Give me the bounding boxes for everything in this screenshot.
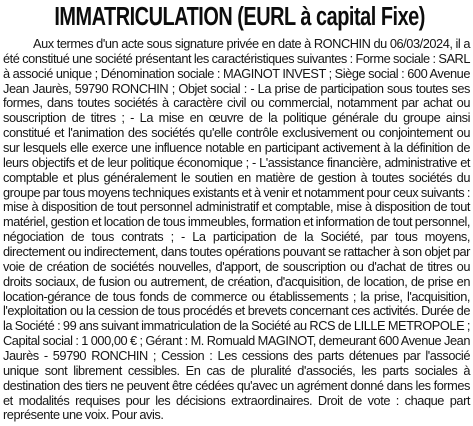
- notice-body: Aux termes d'un acte sous signature privée en date à RONCHIN du 06/03/2024, il a été constitué une société présentant les caractéristiques suivantes : Forme sociale : SARL à associé unique ; Dénomination sociale : MAGINOT INVEST ; Siège social : 600 Avenue Jean Jaurès, 59790 RONCHIN ; Objet social : - La prise de participation sous toutes ses formes, dans toutes sociétés à caractère civil ou commercial, notamment par achat ou souscription de titres ; - La mise en œuvre de la politique générale du groupe ainsi constitué et l'animation des sociétés qu'elle contrôle exclusivement ou conjointement ou sur lesquels elle exerce une influence notable en participant activement à la définition de leurs objectifs et de leur politique économique ; - L'assistance financière, administrative et comptable et plus généralement le soutien en matière de gestion à toutes sociétés du groupe par tous moyens techniques existants et à venir et notamment pour ceux suivants : mise à disposition de tout personnel administratif et comptable, mise à disposition de tout matériel, gestion et location de tous immeubles, formation et information de tout personnel, négociation de tous contrats ; - La participation de la Société, par tous moyens, directement ou indirectement, dans toutes opérations pouvant se rattacher à son objet par voie de création de sociétés nouvelles, d'apport, de souscription ou d'achat de titres ou droits sociaux, de fusion ou autrement, de création, d'acquisition, de location, de prise en location-gérance de tous fonds de commerce ou établissements ; la prise, l'acquisition, l'exploitation ou la cession de tous procédés et brevets concernant ces activités. Durée de la Société : 99 ans suivant immatriculation de la Société au RCS de LILLE METROPOLE ; Capital social : 1 000,00 € ; Gérant : M. Romuald MAGINOT, demeurant 600 Avenue Jean Jaurès - 59790 RONCHIN ; Cession : Les cessions des parts détenues par l'associé unique sont librement cessibles. En cas de pluralité d'associés, les parts sociales à destination des tiers ne peuvent être cédées qu'avec un agrément donné dans les formes et modalités requises pour les décisions extraordinaires. Droit de vote : chaque part représente une voix. Pour avis.: [3, 36, 470, 423]
- notice-title: IMMATRICULATION (EURL à capital Fixe): [54, 3, 425, 31]
